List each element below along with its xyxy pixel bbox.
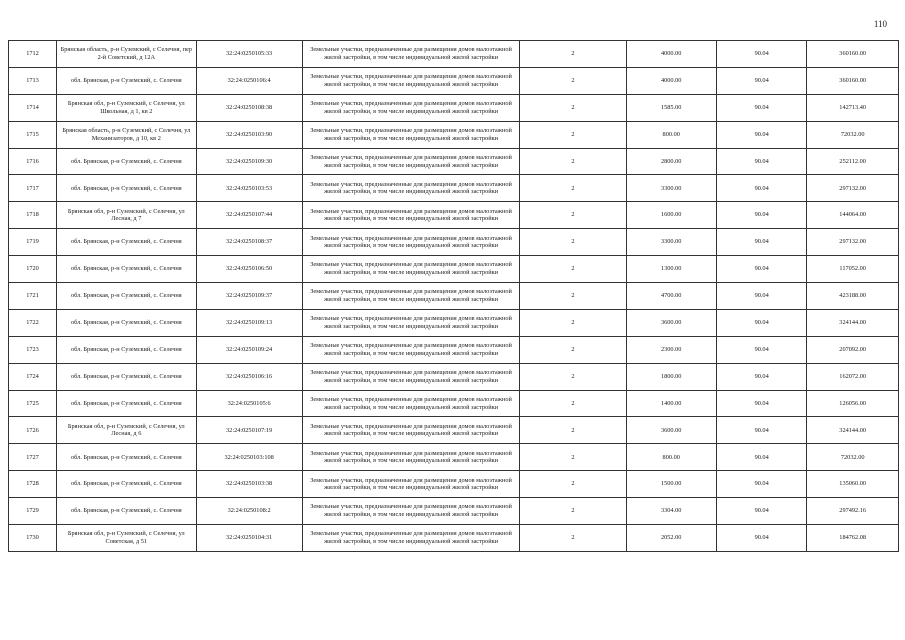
cadastral-value-cell: 297132.00 <box>807 229 899 256</box>
table-row <box>9 444 899 471</box>
group-number-cell: 2 <box>520 41 626 68</box>
group-number-cell: 2 <box>520 390 626 417</box>
address-cell: обл. Брянская, р-н Суземский, с. Селечня <box>57 498 197 525</box>
address-cell: обл. Брянская, р-н Суземский, с. Селечня <box>57 336 197 363</box>
cadastral-number-cell: 32:24:0250107:19 <box>196 417 302 444</box>
table-row <box>9 498 899 525</box>
area-cell: 1585.00 <box>626 94 716 121</box>
row-number-cell: 1728 <box>9 471 57 498</box>
cadastral-number-cell: 32:24:0250103:108 <box>196 444 302 471</box>
cadastral-number-cell: 32:24:0250108:38 <box>196 94 302 121</box>
specific-value-cell: 90.04 <box>716 202 806 229</box>
permitted-use-cell: Земельные участки, предназначенные для размещения домов малоэтажной жилой застройки, в том числе индивидуальной жилой застройки <box>302 148 520 175</box>
group-number-cell: 2 <box>520 202 626 229</box>
row-number-cell: 1727 <box>9 444 57 471</box>
group-number-cell: 2 <box>520 309 626 336</box>
specific-value-cell: 90.04 <box>716 525 806 552</box>
area-cell: 3600.00 <box>626 417 716 444</box>
specific-value-cell: 90.04 <box>716 121 806 148</box>
address-cell: обл. Брянская, р-н Суземский, с. Селечня <box>57 309 197 336</box>
cadastral-value-cell: 144064.00 <box>807 202 899 229</box>
row-number-cell: 1726 <box>9 417 57 444</box>
area-cell: 4000.00 <box>626 41 716 68</box>
specific-value-cell: 90.04 <box>716 390 806 417</box>
specific-value-cell: 90.04 <box>716 444 806 471</box>
table-row <box>9 390 899 417</box>
area-cell: 2300.00 <box>626 336 716 363</box>
cadastral-value-cell: 360160.00 <box>807 41 899 68</box>
row-number-cell: 1724 <box>9 363 57 390</box>
permitted-use-cell: Земельные участки, предназначенные для размещения домов малоэтажной жилой застройки, в том числе индивидуальной жилой застройки <box>302 417 520 444</box>
table-row <box>9 283 899 310</box>
area-cell: 4700.00 <box>626 283 716 310</box>
group-number-cell: 2 <box>520 121 626 148</box>
row-number-cell: 1723 <box>9 336 57 363</box>
row-number-cell: 1714 <box>9 94 57 121</box>
area-cell: 1300.00 <box>626 256 716 283</box>
group-number-cell: 2 <box>520 444 626 471</box>
row-number-cell: 1716 <box>9 148 57 175</box>
permitted-use-cell: Земельные участки, предназначенные для размещения домов малоэтажной жилой застройки, в том числе индивидуальной жилой застройки <box>302 94 520 121</box>
address-cell: обл. Брянская, р-н Суземский, с. Селечня <box>57 175 197 202</box>
address-cell: обл. Брянская, р-н Суземский, с. Селечня <box>57 390 197 417</box>
table-row <box>9 363 899 390</box>
cadastral-number-cell: 32:24:0250109:13 <box>196 309 302 336</box>
permitted-use-cell: Земельные участки, предназначенные для размещения домов малоэтажной жилой застройки, в том числе индивидуальной жилой застройки <box>302 444 520 471</box>
address-cell: Брянская обл, р-н Суземский, с Селечня, ул Лесная, д 6 <box>57 417 197 444</box>
cadastral-number-cell: 32:24:0250109:24 <box>196 336 302 363</box>
table-row <box>9 336 899 363</box>
cadastral-value-cell: 184762.08 <box>807 525 899 552</box>
specific-value-cell: 90.04 <box>716 67 806 94</box>
row-number-cell: 1712 <box>9 41 57 68</box>
group-number-cell: 2 <box>520 336 626 363</box>
row-number-cell: 1717 <box>9 175 57 202</box>
cadastral-number-cell: 32:24:0250106:16 <box>196 363 302 390</box>
cadastral-number-cell: 32:24:0250109:37 <box>196 283 302 310</box>
cadastral-value-cell: 297492.16 <box>807 498 899 525</box>
cadastral-number-cell: 32:24:0250104:31 <box>196 525 302 552</box>
row-number-cell: 1730 <box>9 525 57 552</box>
group-number-cell: 2 <box>520 525 626 552</box>
address-cell: обл. Брянская, р-н Суземский, с. Селечня <box>57 471 197 498</box>
permitted-use-cell: Земельные участки, предназначенные для размещения домов малоэтажной жилой застройки, в том числе индивидуальной жилой застройки <box>302 525 520 552</box>
area-cell: 2052.00 <box>626 525 716 552</box>
specific-value-cell: 90.04 <box>716 336 806 363</box>
permitted-use-cell: Земельные участки, предназначенные для размещения домов малоэтажной жилой застройки, в том числе индивидуальной жилой застройки <box>302 256 520 283</box>
address-cell: обл. Брянская, р-н Суземский, с. Селечня <box>57 67 197 94</box>
cadastral-number-cell: 32:24:0250103:38 <box>196 471 302 498</box>
group-number-cell: 2 <box>520 256 626 283</box>
cadastral-value-cell: 142713.40 <box>807 94 899 121</box>
table-row <box>9 229 899 256</box>
cadastral-number-cell: 32:24:0250106:4 <box>196 67 302 94</box>
table-body <box>9 41 899 552</box>
area-cell: 3600.00 <box>626 309 716 336</box>
permitted-use-cell: Земельные участки, предназначенные для размещения домов малоэтажной жилой застройки, в том числе индивидуальной жилой застройки <box>302 175 520 202</box>
specific-value-cell: 90.04 <box>716 283 806 310</box>
table-row <box>9 525 899 552</box>
cadastral-value-cell: 324144.00 <box>807 417 899 444</box>
cadastral-value-cell: 297132.00 <box>807 175 899 202</box>
area-cell: 800.00 <box>626 444 716 471</box>
group-number-cell: 2 <box>520 148 626 175</box>
cadastral-number-cell: 32:24:0250105:33 <box>196 41 302 68</box>
cadastral-number-cell: 32:24:0250103:90 <box>196 121 302 148</box>
cadastral-value-cell: 324144.00 <box>807 309 899 336</box>
group-number-cell: 2 <box>520 175 626 202</box>
address-cell: Брянская область, р-н Суземский, с Селечня, пер 2-й Советский, д 12А <box>57 41 197 68</box>
specific-value-cell: 90.04 <box>716 417 806 444</box>
specific-value-cell: 90.04 <box>716 94 806 121</box>
row-number-cell: 1725 <box>9 390 57 417</box>
table-row <box>9 175 899 202</box>
permitted-use-cell: Земельные участки, предназначенные для размещения домов малоэтажной жилой застройки, в том числе индивидуальной жилой застройки <box>302 202 520 229</box>
permitted-use-cell: Земельные участки, предназначенные для размещения домов малоэтажной жилой застройки, в том числе индивидуальной жилой застройки <box>302 283 520 310</box>
area-cell: 2800.00 <box>626 148 716 175</box>
permitted-use-cell: Земельные участки, предназначенные для размещения домов малоэтажной жилой застройки, в том числе индивидуальной жилой застройки <box>302 229 520 256</box>
permitted-use-cell: Земельные участки, предназначенные для размещения домов малоэтажной жилой застройки, в том числе индивидуальной жилой застройки <box>302 336 520 363</box>
group-number-cell: 2 <box>520 417 626 444</box>
table-row <box>9 256 899 283</box>
row-number-cell: 1729 <box>9 498 57 525</box>
table-row <box>9 417 899 444</box>
address-cell: обл. Брянская, р-н Суземский, с. Селечня <box>57 148 197 175</box>
area-cell: 1600.00 <box>626 202 716 229</box>
table-row <box>9 121 899 148</box>
group-number-cell: 2 <box>520 94 626 121</box>
cadastral-value-cell: 162072.00 <box>807 363 899 390</box>
table-row <box>9 67 899 94</box>
specific-value-cell: 90.04 <box>716 256 806 283</box>
row-number-cell: 1715 <box>9 121 57 148</box>
cadastral-value-cell: 126056.00 <box>807 390 899 417</box>
cadastral-value-cell: 207092.00 <box>807 336 899 363</box>
cadastral-number-cell: 32:24:0250106:50 <box>196 256 302 283</box>
specific-value-cell: 90.04 <box>716 498 806 525</box>
cadastral-value-cell: 423188.00 <box>807 283 899 310</box>
area-cell: 3300.00 <box>626 229 716 256</box>
permitted-use-cell: Земельные участки, предназначенные для размещения домов малоэтажной жилой застройки, в том числе индивидуальной жилой застройки <box>302 390 520 417</box>
area-cell: 4000.00 <box>626 67 716 94</box>
cadastral-number-cell: 32:24:0250103:53 <box>196 175 302 202</box>
cadastral-number-cell: 32:24:0250107:44 <box>196 202 302 229</box>
area-cell: 3304.00 <box>626 498 716 525</box>
area-cell: 1400.00 <box>626 390 716 417</box>
permitted-use-cell: Земельные участки, предназначенные для размещения домов малоэтажной жилой застройки, в том числе индивидуальной жилой застройки <box>302 41 520 68</box>
row-number-cell: 1720 <box>9 256 57 283</box>
row-number-cell: 1722 <box>9 309 57 336</box>
area-cell: 1500.00 <box>626 471 716 498</box>
cadastral-number-cell: 32:24:0250108:37 <box>196 229 302 256</box>
address-cell: обл. Брянская, р-н Суземский, с. Селечня <box>57 363 197 390</box>
row-number-cell: 1718 <box>9 202 57 229</box>
permitted-use-cell: Земельные участки, предназначенные для размещения домов малоэтажной жилой застройки, в том числе индивидуальной жилой застройки <box>302 498 520 525</box>
address-cell: обл. Брянская, р-н Суземский, с. Селечня <box>57 444 197 471</box>
area-cell: 3300.00 <box>626 175 716 202</box>
table-row <box>9 148 899 175</box>
address-cell: Брянская область, р-н Суземский, с Селечня, ул Механизаторов, д 10, кв 2 <box>57 121 197 148</box>
table-row <box>9 471 899 498</box>
row-number-cell: 1719 <box>9 229 57 256</box>
cadastral-value-cell: 72032.00 <box>807 121 899 148</box>
permitted-use-cell: Земельные участки, предназначенные для размещения домов малоэтажной жилой застройки, в том числе индивидуальной жилой застройки <box>302 67 520 94</box>
cadastral-value-cell: 117052.00 <box>807 256 899 283</box>
group-number-cell: 2 <box>520 283 626 310</box>
group-number-cell: 2 <box>520 471 626 498</box>
cadastral-value-cell: 72032.00 <box>807 444 899 471</box>
land-registry-table <box>8 40 899 552</box>
permitted-use-cell: Земельные участки, предназначенные для размещения домов малоэтажной жилой застройки, в том числе индивидуальной жилой застройки <box>302 121 520 148</box>
specific-value-cell: 90.04 <box>716 41 806 68</box>
table-row <box>9 309 899 336</box>
table-row <box>9 94 899 121</box>
specific-value-cell: 90.04 <box>716 148 806 175</box>
row-number-cell: 1721 <box>9 283 57 310</box>
cadastral-value-cell: 252112.00 <box>807 148 899 175</box>
page-number: 110 <box>873 19 887 29</box>
permitted-use-cell: Земельные участки, предназначенные для размещения домов малоэтажной жилой застройки, в том числе индивидуальной жилой застройки <box>302 309 520 336</box>
table-row <box>9 41 899 68</box>
group-number-cell: 2 <box>520 67 626 94</box>
address-cell: обл. Брянская, р-н Суземский, с. Селечня <box>57 283 197 310</box>
address-cell: обл. Брянская, р-н Суземский, с. Селечня <box>57 229 197 256</box>
address-cell: Брянская обл, р-н Суземский, с Селечня, ул Советская, д 51 <box>57 525 197 552</box>
table-row <box>9 202 899 229</box>
cadastral-value-cell: 135060.00 <box>807 471 899 498</box>
cadastral-number-cell: 32:24:0250109:30 <box>196 148 302 175</box>
specific-value-cell: 90.04 <box>716 229 806 256</box>
cadastral-number-cell: 32:24:0250105:6 <box>196 390 302 417</box>
specific-value-cell: 90.04 <box>716 175 806 202</box>
address-cell: обл. Брянская, р-н Суземский, с. Селечня <box>57 256 197 283</box>
group-number-cell: 2 <box>520 229 626 256</box>
address-cell: Брянская обл, р-н Суземский, с Селечня, ул Школьная, д 1, кв 2 <box>57 94 197 121</box>
specific-value-cell: 90.04 <box>716 363 806 390</box>
group-number-cell: 2 <box>520 363 626 390</box>
row-number-cell: 1713 <box>9 67 57 94</box>
permitted-use-cell: Земельные участки, предназначенные для размещения домов малоэтажной жилой застройки, в том числе индивидуальной жилой застройки <box>302 471 520 498</box>
permitted-use-cell: Земельные участки, предназначенные для размещения домов малоэтажной жилой застройки, в том числе индивидуальной жилой застройки <box>302 363 520 390</box>
address-cell: Брянская обл, р-н Суземский, с Селечня, ул Лесная, д 7 <box>57 202 197 229</box>
cadastral-value-cell: 360160.00 <box>807 67 899 94</box>
cadastral-number-cell: 32:24:0250108:2 <box>196 498 302 525</box>
group-number-cell: 2 <box>520 498 626 525</box>
specific-value-cell: 90.04 <box>716 309 806 336</box>
area-cell: 1800.00 <box>626 363 716 390</box>
area-cell: 800.00 <box>626 121 716 148</box>
specific-value-cell: 90.04 <box>716 471 806 498</box>
